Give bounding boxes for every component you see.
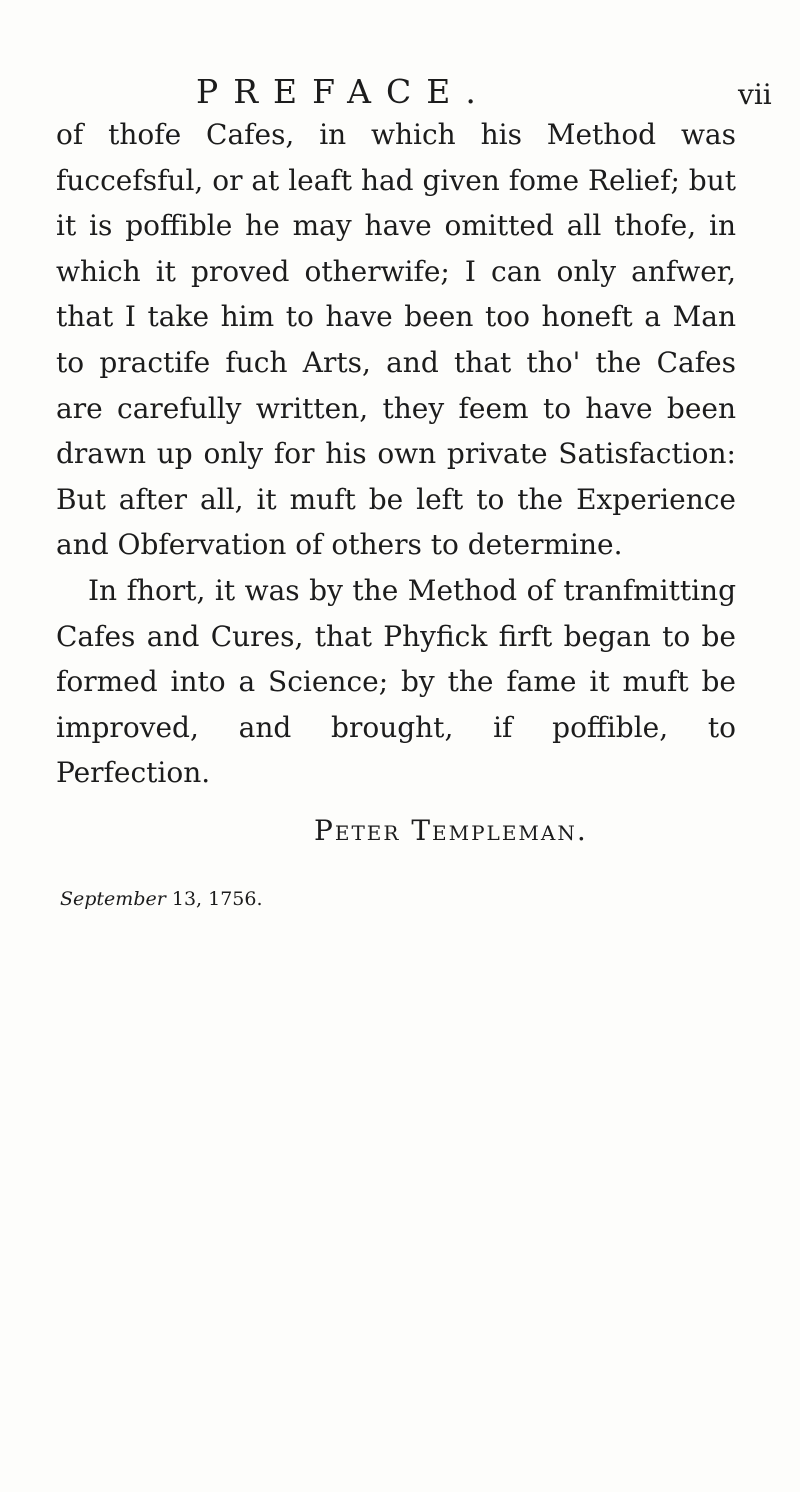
running-header-title: PREFACE. [196, 72, 491, 111]
body-text [56, 112, 736, 796]
date-line [60, 888, 263, 910]
page-number: vii [738, 78, 772, 111]
paragraph-continuation: of thofe Cafes, in which his Method was fuccefsful, or at leaft had given fome Relief; but it is poffible he may have omitted all thofe, in which it proved otherwife; I can only anfwer, that I take him to have been too honeft a Man to practife fuch Arts, and that tho' the Cafes are carefully written, they feem to have been drawn up only for his own private Satisfaction: But after all, it muft be left to the Experience and Obfervation of others to determine. [56, 118, 736, 562]
author-signature: Peter Templeman. [314, 814, 588, 847]
date-month: September [60, 888, 166, 910]
paragraph-conclusion: In fhort, it was by the Method of tranfmitting Cafes and Cures, that Phyfick firft began to be formed into a Science; by the fame it muft be improved, and brought, if poffible, to Perfection. [56, 573, 736, 790]
date-day-year: 13, 1756. [165, 888, 263, 910]
